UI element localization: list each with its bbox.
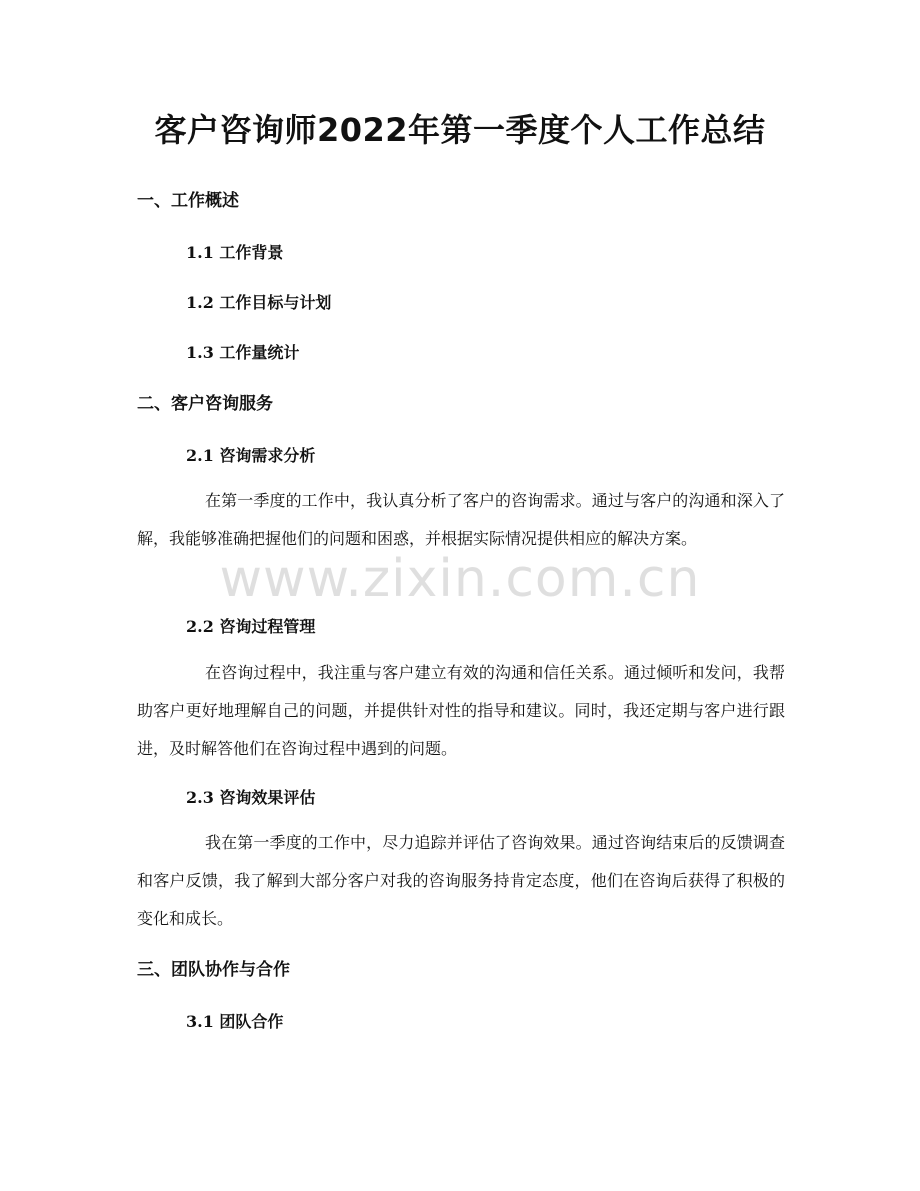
paragraph-2-3: 我在第一季度的工作中，尽力追踪并评估了咨询效果。通过咨询结束后的反馈调查和客户反馈，我了解到大部分客户对我的咨询服务持肯定态度，他们在咨询后获得了积极的变化和成长。 bbox=[137, 833, 785, 928]
subsection-heading-1-2: 1.2 工作目标与计划 bbox=[186, 293, 332, 312]
watermark: www.zixin.com.cn bbox=[219, 549, 701, 609]
paragraph-2-1: 在第一季度的工作中，我认真分析了客户的咨询需求。通过与客户的沟通和深入了解，我能够准确把握他们的问题和困惑，并根据实际情况提供相应的解决方案。 bbox=[137, 491, 785, 548]
section-heading-3: 三、团队协作与合作 bbox=[137, 960, 290, 980]
subsection-heading-2-2: 2.2 咨询过程管理 bbox=[186, 617, 316, 636]
section-heading-1: 一、工作概述 bbox=[137, 191, 239, 211]
subsection-heading-1-3: 1.3 工作量统计 bbox=[186, 343, 300, 362]
subsection-heading-1-1: 1.1 工作背景 bbox=[186, 243, 284, 262]
section-heading-2: 二、客户咨询服务 bbox=[137, 394, 273, 414]
subsection-heading-2-3: 2.3 咨询效果评估 bbox=[186, 788, 316, 807]
subsection-heading-3-1: 3.1 团队合作 bbox=[186, 1012, 284, 1031]
document-title: 客户咨询师2022年第一季度个人工作总结 bbox=[154, 111, 766, 149]
subsection-heading-2-1: 2.1 咨询需求分析 bbox=[186, 446, 316, 465]
paragraph-2-2: 在咨询过程中，我注重与客户建立有效的沟通和信任关系。通过倾听和发问，我帮助客户更好地理解自己的问题，并提供针对性的指导和建议。同时，我还定期与客户进行跟进，及时解答他们在咨询过程中遇到的问题。 bbox=[137, 663, 785, 758]
